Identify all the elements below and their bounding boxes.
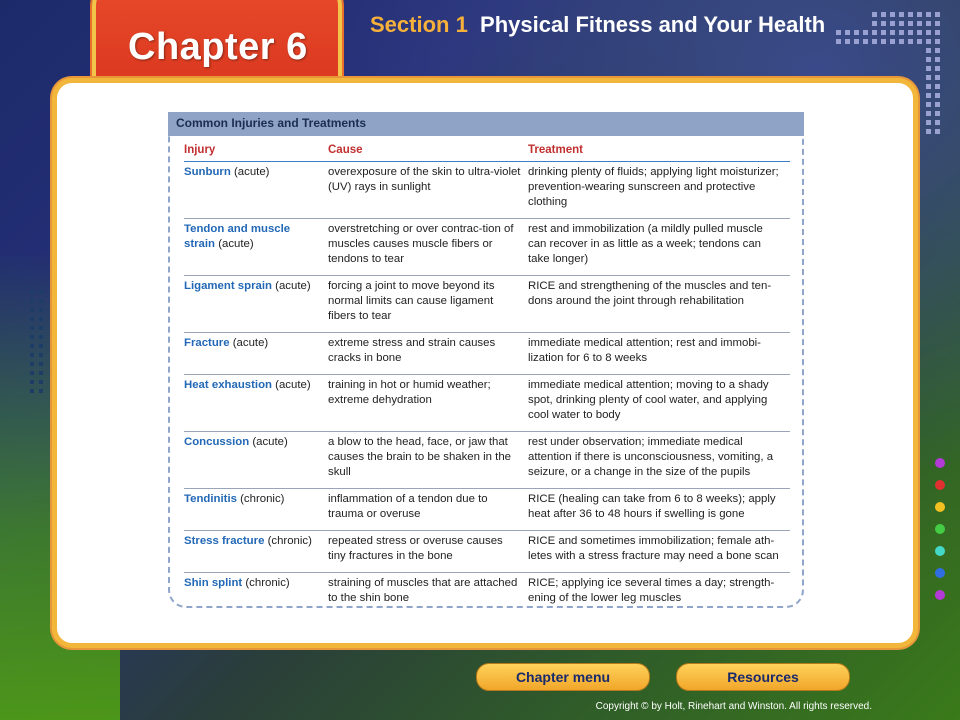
decorative-dot [917, 21, 922, 26]
injury-name: Concussion [184, 436, 250, 448]
table-row [184, 219, 790, 276]
decorative-dot [899, 39, 904, 44]
injury-type: (chronic) [240, 493, 285, 505]
treatment-cell: drinking plenty of fluids; applying light moisturizer; prevention-wearing sunscreen and protective clothing [528, 162, 790, 219]
injury-name: Tendon and muscle strain [184, 223, 291, 250]
section-label: Section 1 [370, 12, 468, 37]
decorative-dot [39, 380, 43, 384]
color-dot [935, 524, 945, 534]
decorative-dot [30, 380, 34, 384]
decorative-dot [926, 48, 931, 53]
column-header-cause: Cause [328, 138, 528, 162]
decorative-dot [854, 39, 859, 44]
decorative-dot [935, 75, 940, 80]
decorative-dot [881, 30, 886, 35]
injury-name: Sunburn [184, 166, 231, 178]
injury-name: Stress fracture [184, 535, 265, 547]
decorative-dot [39, 344, 43, 348]
decorative-dot [926, 57, 931, 62]
decorative-dot [935, 12, 940, 17]
injury-cell [184, 432, 328, 489]
table-title: Common Injuries and Treatments [176, 116, 367, 130]
decorative-dot [926, 102, 931, 107]
column-header-treatment: Treatment [528, 138, 790, 162]
decorative-dot [30, 299, 34, 303]
table-title-bar [168, 112, 804, 136]
treatment-cell: rest under observation; immediate medical attention if there is unconsciousness, vomiting, a seizure, or a change in the size of the pupils [528, 432, 790, 489]
column-header-injury: Injury [184, 138, 328, 162]
decorative-dot [926, 30, 931, 35]
treatment-cell: RICE and sometimes immobilization; female ath-letes with a stress fracture may need a bone scan [528, 531, 790, 573]
injury-type: (acute) [275, 379, 311, 391]
table-row [184, 162, 790, 219]
cause-cell: extreme stress and strain causes cracks in bone [328, 333, 528, 375]
decorative-dot [30, 290, 34, 294]
decorative-dot [926, 84, 931, 89]
table-row [184, 375, 790, 432]
decorative-dot [39, 308, 43, 312]
decorative-dot [863, 39, 868, 44]
decorative-dot [935, 93, 940, 98]
decorative-dot [935, 102, 940, 107]
decorative-dot [30, 362, 34, 366]
treatment-cell: RICE (healing can take from 6 to 8 weeks); apply heat after 36 to 48 hours if swelling is gone [528, 489, 790, 531]
decorative-dot [890, 39, 895, 44]
decorative-dot [39, 326, 43, 330]
injury-type: (chronic) [267, 535, 312, 547]
injury-type: (acute) [232, 337, 269, 349]
decorative-dot [935, 66, 940, 71]
cause-cell: straining of muscles that are attached to the shin bone [328, 577, 518, 604]
treatment-cell: immediate medical attention; moving to a shady spot, drinking plenty of cool water, and applying cool water to body [528, 375, 790, 432]
decorative-dot [872, 39, 877, 44]
decorative-dot [30, 326, 34, 330]
treatment-cell: RICE and strengthening of the muscles and ten-dons around the joint through rehabilitation [528, 276, 790, 333]
injury-name: Heat exhaustion [184, 379, 272, 391]
injury-cell [184, 375, 328, 432]
table-row [184, 531, 790, 573]
decorative-dot [881, 39, 886, 44]
treatment-cell: immediate medical attention; rest and immobi-lization for 6 to 8 weeks [528, 333, 790, 375]
injury-cell [184, 333, 328, 375]
decorative-dot [917, 30, 922, 35]
injury-name: Tendinitis [184, 493, 237, 505]
decorative-dot [926, 93, 931, 98]
table-row [184, 276, 790, 333]
table-row [184, 432, 790, 489]
decorative-dot [926, 129, 931, 134]
decorative-dot [899, 12, 904, 17]
decorative-dot [30, 335, 34, 339]
decorative-dot [872, 30, 877, 35]
color-dot [935, 458, 945, 468]
decorative-dot [881, 21, 886, 26]
cause-cell: training in hot or humid weather; extreme dehydration [328, 375, 528, 432]
injury-type: (acute) [275, 280, 311, 292]
resources-button[interactable]: Resources [676, 663, 850, 691]
injury-name: Shin splint [184, 577, 243, 589]
color-dot [935, 502, 945, 512]
injury-cell [184, 162, 328, 219]
decorative-dot [908, 30, 913, 35]
decorative-dot [872, 12, 877, 17]
decorative-dot [39, 389, 43, 393]
cause-cell: inflammation of a tendon due to trauma or overuse [328, 489, 528, 531]
treatment-cell: rest and immobilization (a mildly pulled muscle can recover in as little as a week; tendons can take longer) [528, 219, 790, 276]
decorative-dot [890, 12, 895, 17]
decorative-dot [30, 371, 34, 375]
decorative-dot [908, 21, 913, 26]
decorative-dot [890, 30, 895, 35]
decorative-dot [881, 12, 886, 17]
decorative-dot [926, 66, 931, 71]
color-dot [935, 480, 945, 490]
decorative-dot [899, 21, 904, 26]
decorative-dot [926, 21, 931, 26]
chapter-menu-button[interactable]: Chapter menu [476, 663, 650, 691]
decorative-dot [39, 362, 43, 366]
table-header-row [184, 138, 790, 162]
table-row [184, 489, 790, 531]
decorative-dot [39, 353, 43, 357]
color-dot [935, 590, 945, 600]
decorative-dot [39, 299, 43, 303]
cause-cell: overexposure of the skin to ultra-violet (UV) rays in sunlight [328, 162, 528, 219]
injury-cell [184, 276, 328, 333]
section-name: Physical Fitness and Your Health [480, 12, 826, 37]
color-dot [935, 568, 945, 578]
decorative-dot [917, 39, 922, 44]
injury-cell [184, 531, 328, 573]
decorative-dot [899, 30, 904, 35]
injury-name: Ligament sprain [184, 280, 272, 292]
section-title [370, 9, 850, 41]
decorative-dot-pattern-left [30, 290, 43, 393]
decorative-dot [935, 21, 940, 26]
decorative-dot [39, 290, 43, 294]
decorative-dot [30, 353, 34, 357]
color-dot [935, 546, 945, 556]
decorative-dot [890, 21, 895, 26]
decorative-dot [30, 308, 34, 312]
decorative-dot [926, 75, 931, 80]
table-row [184, 573, 790, 615]
decorative-dot [854, 30, 859, 35]
decorative-dot [935, 39, 940, 44]
injury-table [184, 138, 790, 614]
injury-cell [184, 219, 328, 276]
decorative-dot [935, 111, 940, 116]
injury-type: (chronic) [245, 577, 290, 589]
decorative-dot [39, 371, 43, 375]
cause-cell: a blow to the head, face, or jaw that causes the brain to be shaken in the skull [328, 432, 528, 489]
copyright-text: Copyright © by Holt, Rinehart and Winston. All rights reserved. [595, 701, 872, 712]
decorative-dot [935, 120, 940, 125]
decorative-dot [39, 335, 43, 339]
decorative-dot [935, 57, 940, 62]
injury-type: (acute) [234, 166, 270, 178]
decorative-color-dots [935, 458, 945, 612]
table-row [184, 333, 790, 375]
injury-type: (acute) [252, 436, 288, 448]
injury-cell [184, 573, 328, 615]
decorative-dot [30, 389, 34, 393]
decorative-dot [926, 120, 931, 125]
injury-cell [184, 489, 328, 531]
cause-cell: forcing a joint to move beyond its normal limits can cause ligament fibers to tear [328, 276, 528, 333]
chapter-title: Chapter 6 [128, 26, 308, 68]
decorative-dot [926, 39, 931, 44]
decorative-dot [39, 317, 43, 321]
decorative-dot [30, 317, 34, 321]
cause-cell: repeated stress or overuse causes tiny fractures in the bone [328, 531, 528, 573]
decorative-dot [917, 12, 922, 17]
decorative-dot [935, 30, 940, 35]
treatment-cell: RICE; applying ice several times a day; strength-ening of the lower leg muscles [528, 577, 775, 604]
decorative-dot [872, 21, 877, 26]
injury-type: (acute) [218, 238, 254, 250]
decorative-dot [926, 12, 931, 17]
decorative-dot [935, 48, 940, 53]
decorative-dot [935, 129, 940, 134]
decorative-dot [863, 30, 868, 35]
decorative-dot [908, 12, 913, 17]
decorative-dot [926, 111, 931, 116]
decorative-dot [935, 84, 940, 89]
cause-cell: overstretching or over contrac-tion of muscles causes muscle fibers or tendons to tear [328, 219, 528, 276]
injury-name: Fracture [184, 337, 230, 349]
decorative-dot [908, 39, 913, 44]
decorative-dot [30, 344, 34, 348]
